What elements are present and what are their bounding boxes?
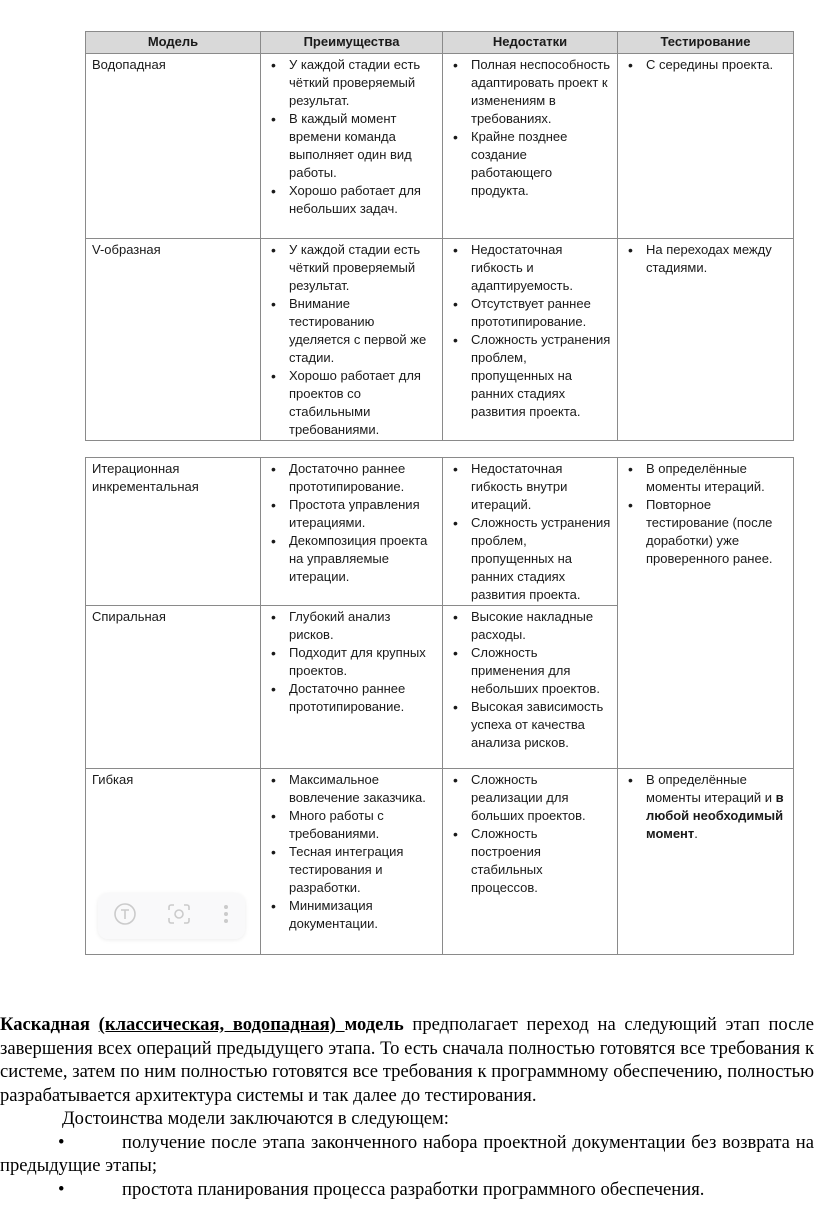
cons-cell (443, 606, 618, 769)
lens-search-icon[interactable] (166, 902, 192, 931)
term-bold-2: модель (344, 1014, 404, 1035)
table-row (86, 54, 794, 239)
list-item: • Сложность построения стабильных процессов. (449, 825, 611, 897)
testing-emphasis: в любой необходимый момент (646, 790, 784, 841)
paragraph-text: предполагает переход на следующий этап после завершения всех операций предыдущего этапа. То есть сначала полностью готовятся все требования к системе, затем по ним полностью готовятся все требования к программному обеспечению, полностью разрабатывается архитектура системы и так далее до тестирования. (0, 1014, 814, 1106)
list-item: • Простота управления итерациями. (267, 496, 436, 532)
list-item: • Много работы с требованиями. (267, 807, 436, 843)
header-pros: Преимущества (261, 32, 443, 54)
testing-cell (618, 769, 794, 955)
list-item: • Внимание тестированию уделяется с первой же стадии. (267, 295, 436, 367)
list-item: • Достаточно раннее прототипирование. (267, 460, 436, 496)
list-item: • Глубокий анализ рисков. (267, 608, 436, 644)
model-name: V-образная (86, 239, 261, 441)
term-bold: Каскадная (0, 1014, 99, 1035)
cons-cell (443, 769, 618, 955)
model-name: Водопадная (86, 54, 261, 239)
list-item: • Недостаточная гибкость и адаптируемость. (449, 241, 611, 295)
list-item: • На переходах между стадиями. (624, 241, 787, 277)
list-item: • Недостаточная гибкость внутри итераций. (449, 460, 611, 514)
floating-toolbar (98, 893, 245, 939)
cons-cell (443, 54, 618, 239)
list-item: • Высокая зависимость успеха от качества анализа рисков. (449, 698, 611, 752)
list-item: • Тесная интеграция тестирования и разработки. (267, 843, 436, 897)
model-name: Гибкая (86, 769, 261, 955)
cons-cell (443, 239, 618, 441)
header-model: Модель (86, 32, 261, 54)
list-item: • С середины проекта. (624, 56, 787, 74)
pros-cell (261, 54, 443, 239)
list-item: • Сложность устранения проблем, пропущенных на ранних стадиях развития проекта. (449, 514, 611, 604)
list-item: • Сложность применения для небольших проектов. (449, 644, 611, 698)
models-table-1 (85, 31, 794, 441)
list-item: • Сложность устранения проблем, пропущенных на ранних стадиях развития проекта. (449, 331, 611, 421)
list-item: • Достаточно раннее прототипирование. (267, 680, 436, 716)
list-item: • Минимизация документации. (267, 897, 436, 933)
list-item (0, 1178, 814, 1202)
table-header-row (86, 32, 794, 54)
cons-cell (443, 458, 618, 606)
pros-cell (261, 458, 443, 606)
pros-cell (261, 239, 443, 441)
bullet-text: простота планирования процесса разработки программного обеспечения. (122, 1178, 705, 1200)
list-item: • У каждой стадии есть чёткий проверяемый результат. (267, 56, 436, 110)
list-item (624, 771, 787, 843)
text-recognition-icon[interactable] (113, 902, 137, 931)
list-item: • Высокие накладные расходы. (449, 608, 611, 644)
more-vertical-icon[interactable] (222, 902, 230, 931)
testing-cell (618, 239, 794, 441)
term-underlined: (классическая, водопадная) (98, 1014, 345, 1035)
pros-cell (261, 769, 443, 955)
model-name: Спиральная (86, 606, 261, 769)
list-item: • Крайне позднее создание работающего продукта. (449, 128, 611, 200)
list-item: • У каждой стадии есть чёткий проверяемый результат. (267, 241, 436, 295)
testing-text: В определённые моменты итераций и (646, 772, 776, 805)
list-item: • Подходит для крупных проектов. (267, 644, 436, 680)
list-item: • В каждый момент времени команда выполняет один вид работы. (267, 110, 436, 182)
list-item: • Повторное тестирование (после доработки) уже проверенного ранее. (624, 496, 787, 568)
table-row (86, 458, 794, 606)
header-testing: Тестирование (618, 32, 794, 54)
bullet-mark: • (58, 1178, 65, 1200)
model-name: Итерационная инкрементальная (86, 458, 261, 606)
pros-cell (261, 606, 443, 769)
document-text (0, 1013, 814, 1201)
testing-cell (618, 54, 794, 239)
list-item: • Отсутствует раннее прототипирование. (449, 295, 611, 331)
paragraph: Достоинства модели заключаются в следующем: (62, 1108, 449, 1129)
list-item: • Декомпозиция проекта на управляемые итерации. (267, 532, 436, 586)
list-item: • Хорошо работает для небольших задач. (267, 182, 436, 218)
models-table-2 (85, 457, 794, 955)
header-cons: Недостатки (443, 32, 618, 54)
list-item: • Полная неспособность адаптировать проект к изменениям в требованиях. (449, 56, 611, 128)
list-item: • В определённые моменты итераций. (624, 460, 787, 496)
list-item (0, 1131, 814, 1178)
paragraph (0, 1013, 814, 1107)
list-item: • Максимальное вовлечение заказчика. (267, 771, 436, 807)
bullet-text: получение после этапа законченного набора проектной документации без возврата на предыдущие этапы; (0, 1131, 814, 1176)
list-item: • Сложность реализации для больших проектов. (449, 771, 611, 825)
testing-cell (618, 458, 794, 769)
bullet-mark: • (58, 1131, 65, 1153)
testing-end: . (694, 826, 698, 841)
list-item: • Хорошо работает для проектов со стабильными требованиями. (267, 367, 436, 439)
table-row (86, 239, 794, 441)
